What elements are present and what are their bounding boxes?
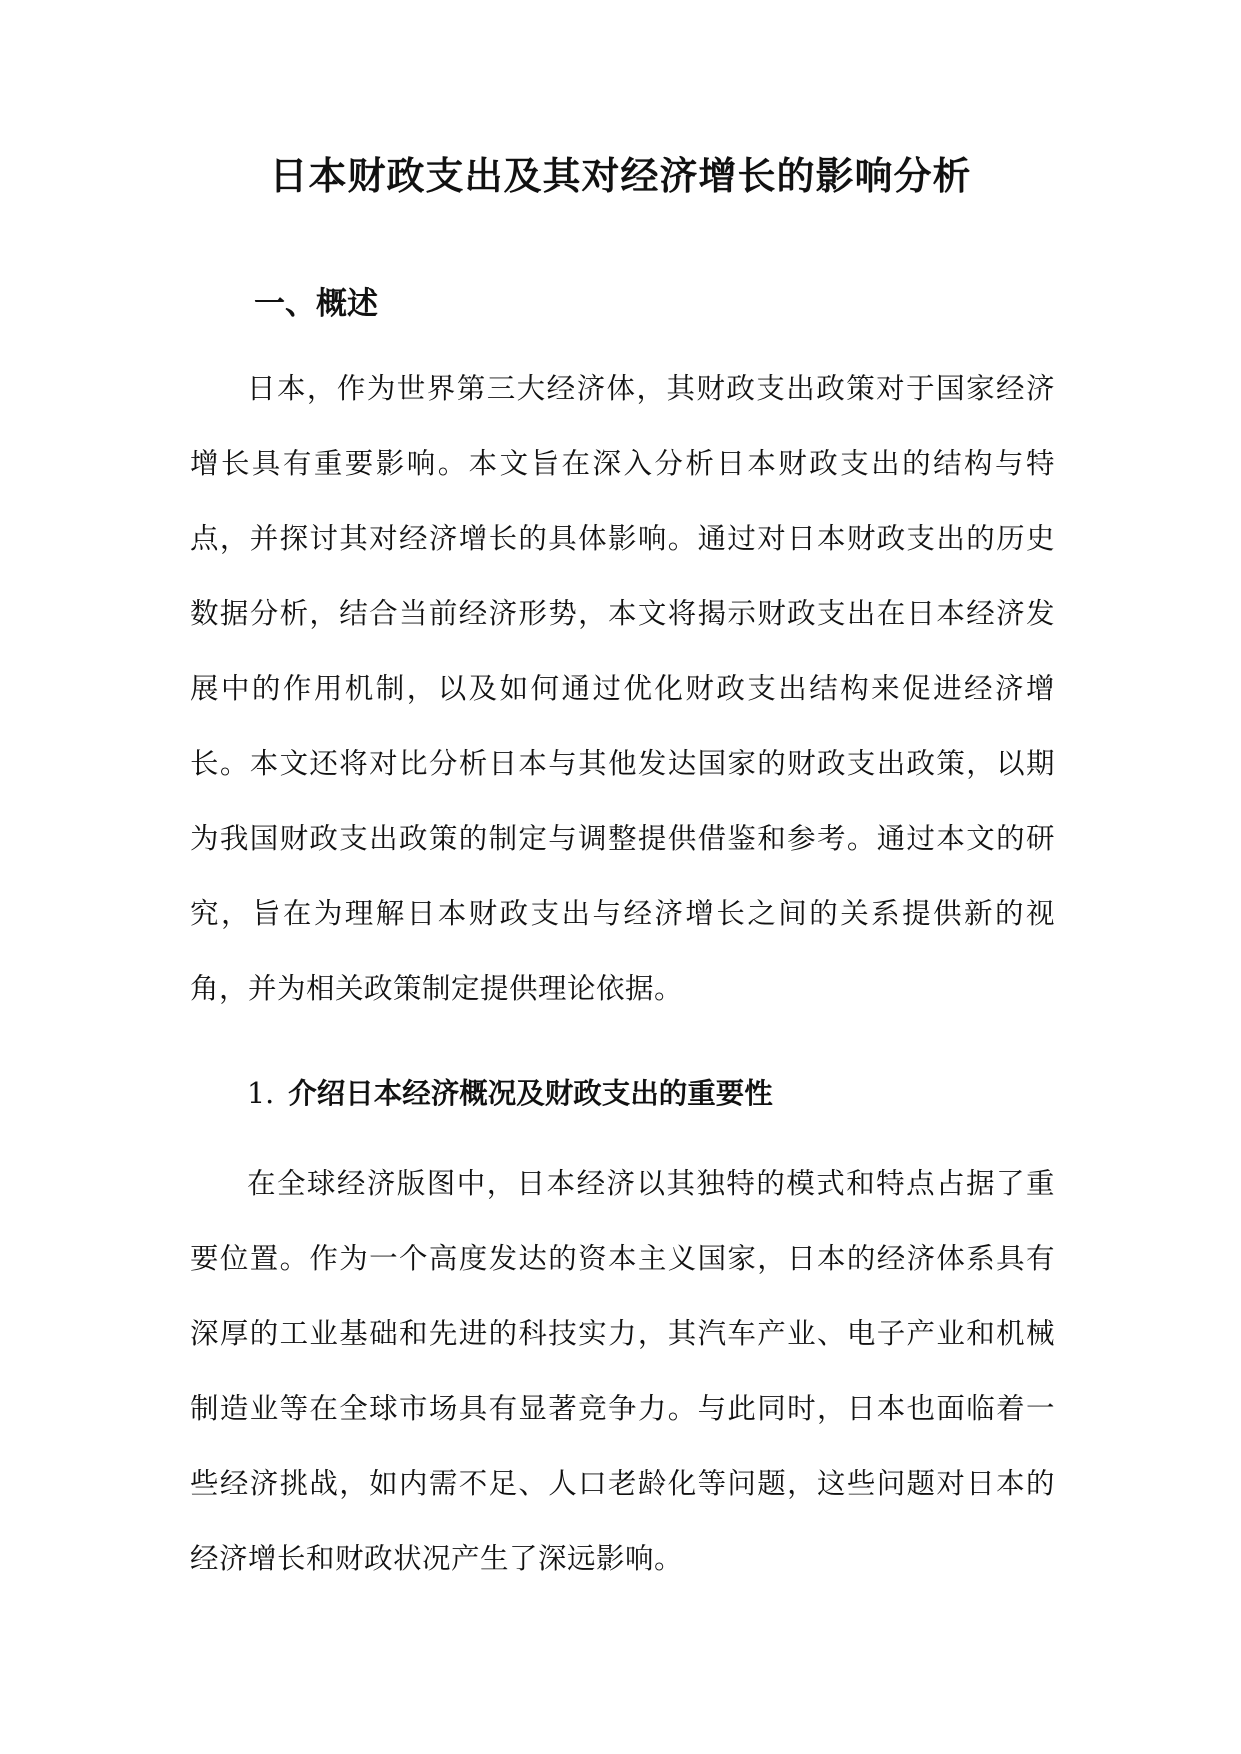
subsection-heading-text: 介绍日本经济概况及财政支出的重要性 [288, 1077, 773, 1110]
section-heading: 一、概述 [254, 286, 378, 322]
subsection-paragraph: 在全球经济版图中，日本经济以其独特的模式和特点占据了重要位置。作为一个高度发达的资本主义国家，日本的经济体系具有深厚的工业基础和先进的科技实力，其汽车产业、电子产业和机械制造业等在全球市场具有显著竞争力。与此同时，日本也面临着一些经济挑战，如内需不足、人口老龄化等问题，这些问题对日本的经济增长和财政状况产生了深远影响。 [190, 1167, 1055, 1575]
subsection-number: 1. [247, 1077, 275, 1110]
intro-paragraph: 日本，作为世界第三大经济体，其财政支出政策对于国家经济增长具有重要影响。本文旨在深入分析日本财政支出的结构与特点，并探讨其对经济增长的具体影响。通过对日本财政支出的历史数据分析，结合当前经济形势，本文将揭示财政支出在日本经济发展中的作用机制，以及如何通过优化财政支出结构来促进经济增长。本文还将对比分析日本与其他发达国家的财政支出政策，以期为我国财政支出政策的制定与调整提供借鉴和参考。通过本文的研究，旨在为理解日本财政支出与经济增长之间的关系提供新的视角，并为相关政策制定提供理论依据。 [190, 372, 1055, 1005]
document-title: 日本财政支出及其对经济增长的影响分析 [269, 154, 972, 198]
subsection-heading [247, 1072, 773, 1116]
